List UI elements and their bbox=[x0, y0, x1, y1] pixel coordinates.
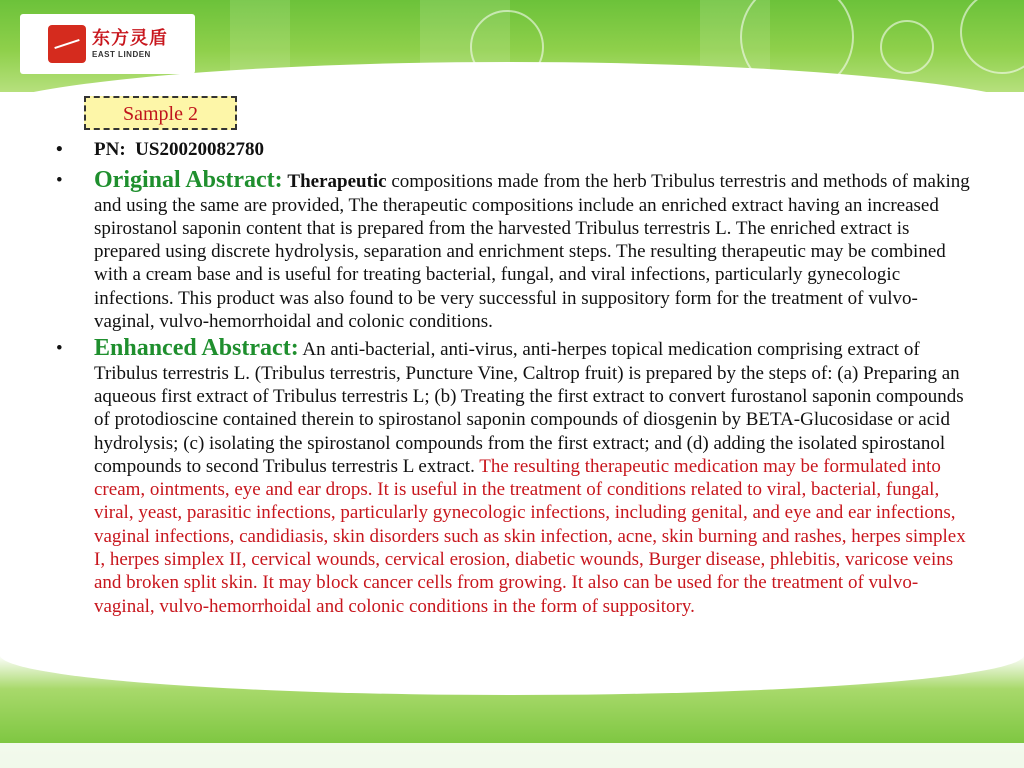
company-logo bbox=[20, 14, 195, 74]
bottom-banner bbox=[0, 655, 1024, 768]
enhanced-abstract-text: An anti-bacterial, anti-virus, anti-herpes topical medication comprising extract of Tribulus terrestris L. (Tribulus terrestris, Puncture Vine, Caltrop fruit) is prepared by the steps of: (a) Preparing an aqueous first extract of Tribulus terrestris L; (b) Treating the first extract to convert furostanol saponin compounds of protodioscine contained therein to spirostanol saponin compounds of diosgenin by BETA-Glucosidase or acid hydrolysis; (c) isolating the spirostanol compounds from the first extract; and (d) adding the isolated spirostanol compounds to second Tribulus terrestris L extract. bbox=[94, 339, 964, 477]
logo-text bbox=[92, 27, 168, 59]
logo-mark-icon bbox=[48, 25, 86, 63]
enhanced-abstract-heading: Enhanced Abstract: bbox=[94, 335, 299, 362]
original-abstract-lead: Therapeutic bbox=[287, 171, 387, 193]
logo-en: EAST LINDEN bbox=[92, 49, 151, 59]
enhanced-abstract-highlight: The resulting therapeutic medication may be formulated into cream, ointments, eye and ear drops. It is useful in the treatment of conditions related to viral, bacterial, fungal, viral, yeast, parasitic infections, particularly gynecologic infections, including genital, and eye and ear infections, vaginal infections, candidiasis, skin disorders such as skin infection, acne, skin burning and rashes, herpes simplex I, herpes simplex II, cervical wounds, cervical erosion, diabetic wounds, Burger disease, phlebitis, varicose veins and broken split skin. It may block cancer cells from growing. It also can be used for the treatment of vulvo-vaginal, vulvo-hemorrhoidal and colonic conditions in the form of suppository. bbox=[94, 455, 966, 617]
pn-label: PN: bbox=[94, 139, 126, 160]
pn-row bbox=[56, 138, 976, 161]
banner-ring bbox=[960, 0, 1024, 74]
sample-label: Sample 2 bbox=[84, 96, 237, 130]
bullet: • bbox=[56, 139, 63, 160]
slide-content bbox=[56, 136, 976, 622]
banner-ring bbox=[880, 20, 934, 74]
pn-value: US20020082780 bbox=[135, 139, 264, 160]
original-abstract-text: compositions made from the herb Tribulus terrestris and methods of making and using the same are provided, The therapeutic compositions include an enriched extract having an increased spirostanol saponin content that is prepared from the harvested Tribulus terrestris L. The enriched extract is prepared using discrete hydrolysis, separation and enrichment steps. The resulting therapeutic may be combined with a cream base and is useful for treating bacterial, fungal, and viral infections, particularly gynecologic infections. This product was also found to be very successful in suppository form for the treatment of vulvo-vaginal, vulvo-hemorrhoidal and colonic conditions. bbox=[94, 171, 970, 333]
original-abstract bbox=[56, 169, 976, 333]
original-abstract-heading: Original Abstract: bbox=[94, 167, 283, 194]
bullet: • bbox=[56, 338, 63, 360]
bottom-band bbox=[0, 743, 1024, 768]
bullet: • bbox=[56, 170, 63, 192]
enhanced-abstract bbox=[56, 337, 976, 618]
logo-cn: 东方灵盾 bbox=[92, 27, 168, 49]
bottom-wave bbox=[0, 655, 1024, 695]
